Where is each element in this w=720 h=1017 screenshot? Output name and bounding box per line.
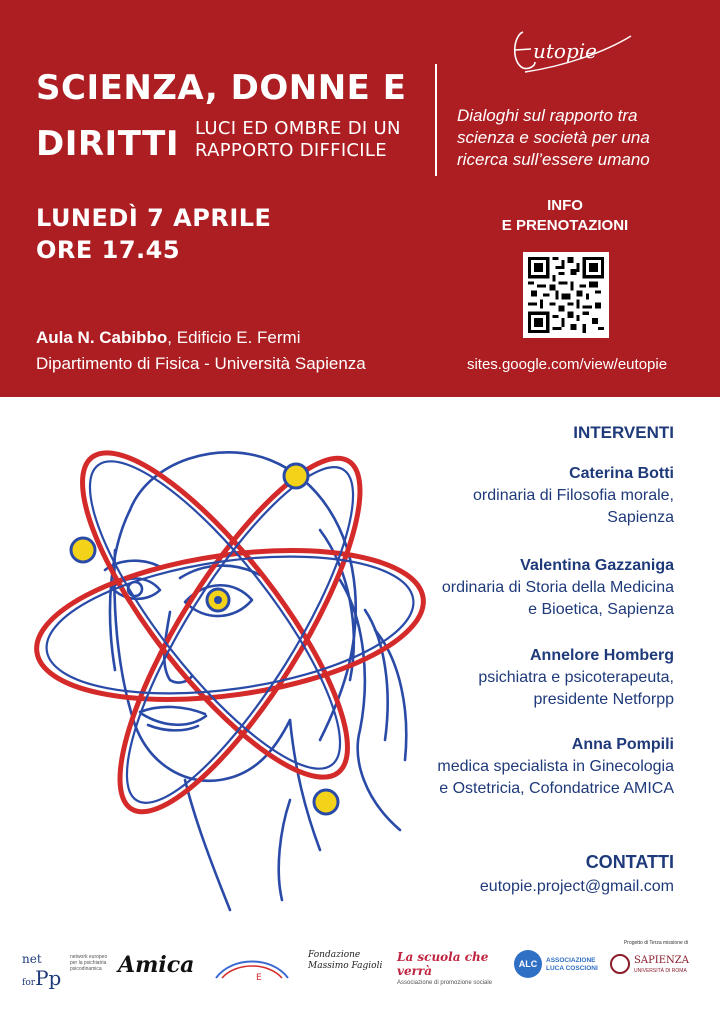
speaker-3 [478, 645, 674, 711]
logo-alc-line-1: ASSOCIAZIONE [546, 957, 596, 964]
info-line-2: E PRENOTAZIONI [501, 217, 629, 234]
logo-scuola [397, 950, 507, 986]
logo-rainbow-icon [212, 950, 292, 984]
logo-alc-line-2: LUCA COSCIONI [546, 965, 598, 972]
speaker-4 [437, 734, 674, 800]
date-day: LUNEDÌ 7 APRILE [36, 204, 272, 232]
venue [36, 325, 366, 377]
contact-email[interactable]: eutopie.project@gmail.com [479, 878, 674, 895]
logo-alc [514, 950, 604, 980]
speaker-role-line-2: presidente Netforpp [533, 691, 674, 708]
divider [435, 64, 437, 176]
electron-3 [314, 790, 338, 814]
speaker-name: Caterina Botti [569, 465, 674, 482]
subtitle [195, 118, 425, 162]
speaker-name: Valentina Gazzaniga [520, 557, 674, 574]
subtitle-line-1: LUCI ED OMBRE DI UN [195, 118, 401, 139]
logo-alc-mark: ALC [514, 950, 542, 978]
speaker-role-line-1: ordinaria di Storia della Medicina [441, 579, 674, 596]
logo-netforpp-mark: net forPp [22, 952, 62, 990]
logo-netforpp [22, 950, 112, 990]
svg-text:E: E [256, 973, 262, 983]
logo-scuola-name: La scuola che verrà [397, 950, 489, 978]
speaker-role-line-1: medica specialista in Ginecologia [437, 758, 674, 775]
speaker-role-line-1: psichiatra e psicoterapeuta, [478, 669, 674, 686]
sapienza-seal-icon [610, 954, 630, 974]
sponsor-logos [0, 940, 720, 1000]
tagline-line-3: ricerca sull’essere umano [457, 150, 650, 169]
speaker-2 [442, 555, 674, 621]
speaker-name: Anna Pompili [571, 736, 674, 753]
contacts-heading: CONTATTI [585, 852, 674, 872]
venue-room: Aula N. Cabibbo [36, 328, 168, 347]
eutopie-logo [505, 22, 635, 82]
info-url[interactable]: sites.google.com/view/eutopie [466, 356, 668, 373]
title-line-2: DIRITTI [36, 124, 180, 164]
logo-amica: Amica [118, 952, 195, 978]
speaker-name: Annelore Homberg [529, 647, 674, 664]
speaker-role-line-2: e Bioetica, Sapienza [528, 601, 674, 618]
logo-alc-text [546, 957, 598, 973]
info-line-1: INFO [547, 197, 583, 214]
electron-1 [284, 464, 308, 488]
tagline-line-1: Dialoghi sul rapporto tra [457, 106, 638, 125]
title-line-1: SCIENZA, DONNE E [36, 68, 407, 108]
atom-face-illustration [20, 380, 440, 920]
speaker-role-line-1: ordinaria di Filosofia morale, [473, 487, 674, 504]
logo-sapienza-name: SAPIENZA [634, 955, 689, 966]
speaker-role-line-2: Sapienza [607, 509, 674, 526]
speaker-1 [473, 463, 674, 529]
electron-2 [71, 538, 95, 562]
qr-code-icon [528, 257, 604, 333]
logo-sapienza-sub: UNIVERSITÀ DI ROMA [634, 968, 687, 974]
logo-scuola-sub: Associazione di promozione sociale [397, 980, 493, 986]
subtitle-line-2: RAPPORTO DIFFICILE [195, 140, 387, 161]
hero-banner [0, 0, 720, 397]
info-heading [470, 196, 660, 236]
logo-sapienza-top: Progetto di Terza missione di [623, 940, 689, 946]
date-time: ORE 17.45 [36, 236, 181, 264]
logo-fondazione: Fondazione Massimo Fagioli [308, 950, 383, 971]
logo-netforpp-sub: network europeo per la psichiatria psicodinamica [70, 954, 108, 972]
event-date [36, 202, 271, 266]
venue-line-1 [36, 325, 366, 351]
tagline [457, 105, 707, 171]
speaker-role-line-2: e Ostetricia, Cofondatrice AMICA [439, 780, 674, 797]
venue-department: Dipartimento di Fisica - Università Sapienza [36, 354, 366, 373]
tagline-line-2: scienza e società per una [457, 128, 650, 147]
qr-code[interactable] [523, 252, 609, 338]
speakers-heading: INTERVENTI [573, 423, 674, 442]
venue-building: , Edificio E. Fermi [167, 328, 301, 347]
svg-text:utopie: utopie [533, 39, 597, 63]
logo-sapienza [606, 940, 706, 990]
